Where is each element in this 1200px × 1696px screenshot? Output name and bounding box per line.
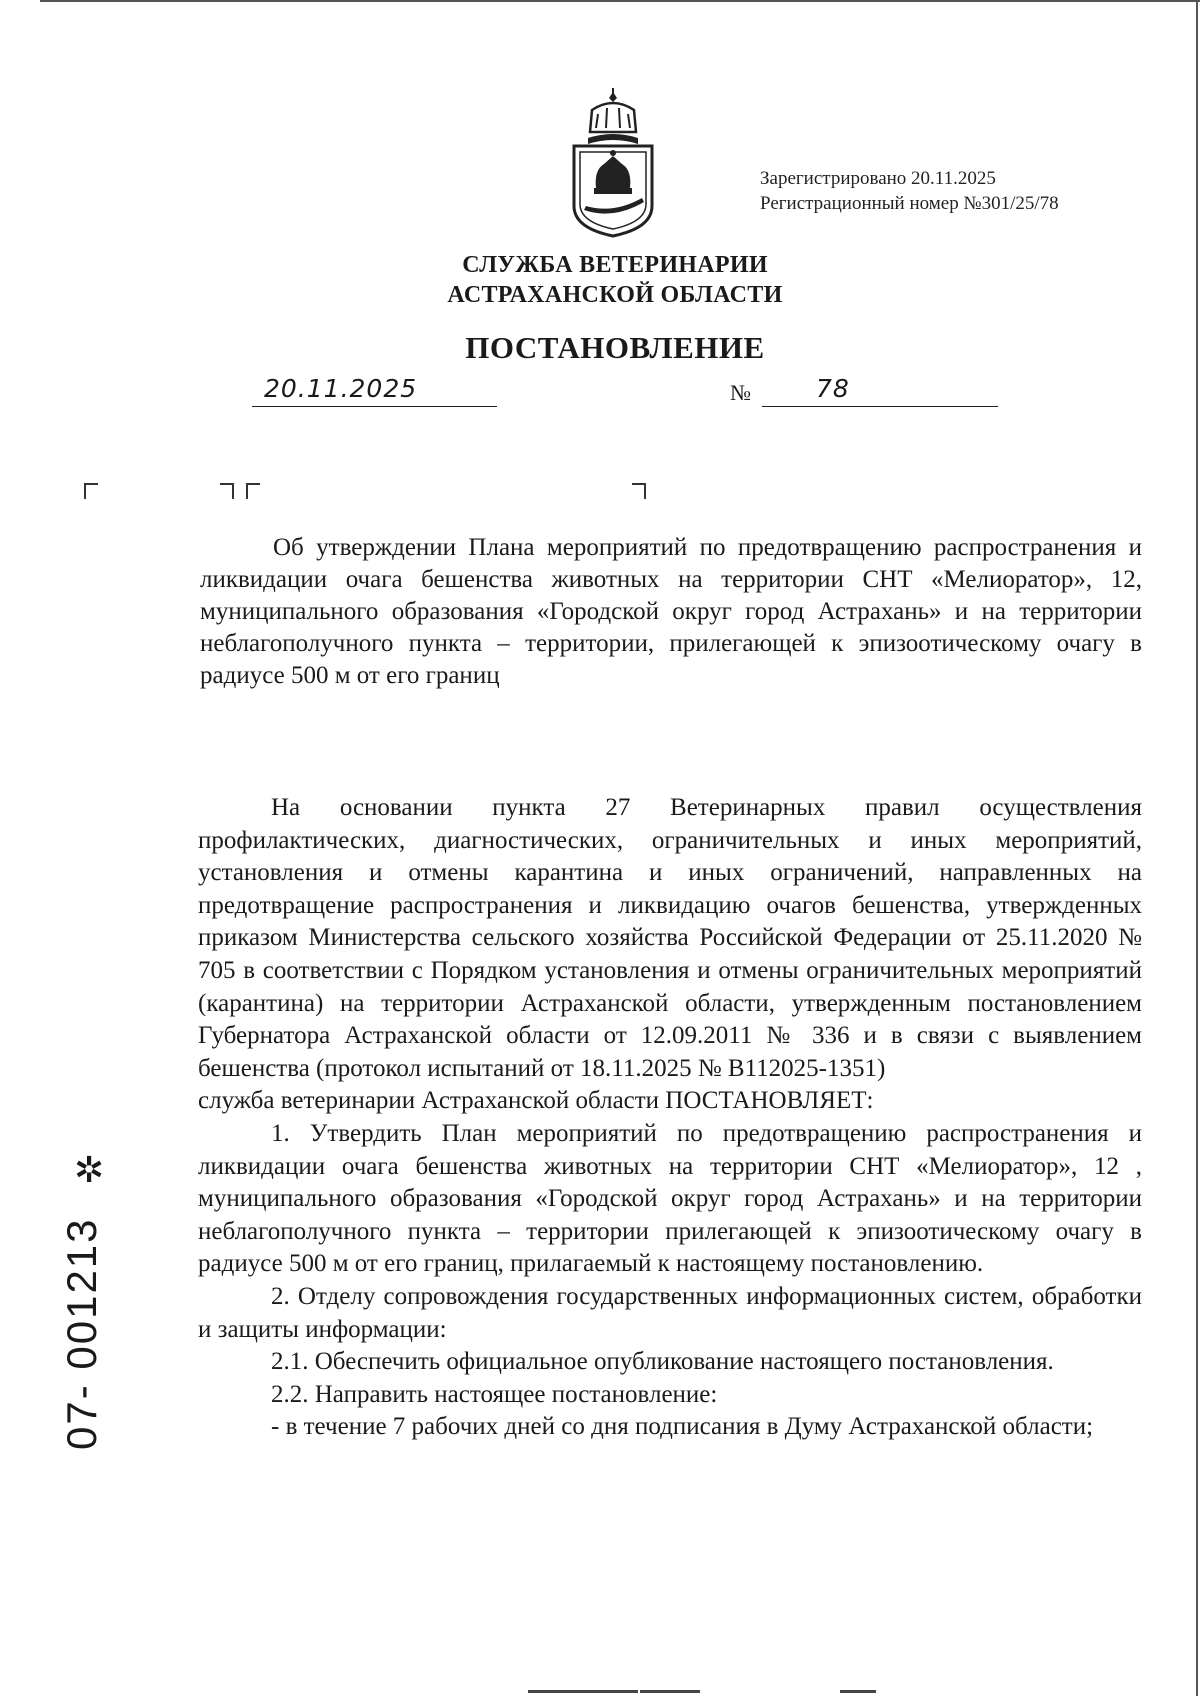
- preamble-paragraph: На основании пункта 27 Ветеринарных правил осуществления профилактических, диагностических, ограничительных и иных мероприятий, установления и отмены карантина и иных ограничений, направленных на предотвращение распространения и ликвидацию очагов бешенства, утвержденных приказом Министерства сельского хозяйства Российской Федерации от 25.11.2020 № 705 в соответствии с Порядком установления и отмены ограничительных мероприятий (карантина) на территории Астраханской области, утвержденным постановлением Губернатора Астраханской области от 12.09.2011 № 336 и в связи с выявлением бешенства (протокол испытаний от 18.11.2025 № В112025-1351): [198, 794, 1142, 1082]
- page-bottom-artifact: [840, 1690, 876, 1693]
- agency-name-line2: АСТРАХАНСКОЙ ОБЛАСТИ: [447, 282, 783, 308]
- page-bottom-artifact: [528, 1690, 638, 1693]
- document-body: [198, 792, 1142, 1444]
- registration-date: Зарегистрировано 20.11.2025: [760, 168, 996, 189]
- side-stamp-mark: ✲: [74, 1150, 105, 1191]
- item-2-1: 2.1. Обеспечить официальное опубликование настоящего постановления.: [271, 1348, 1054, 1376]
- handwritten-number: 78: [816, 374, 850, 403]
- registration-side-stamp-number: 07- 001213: [58, 1217, 105, 1450]
- handwritten-date: 20.11.2025: [264, 374, 418, 403]
- registration-number: Регистрационный номер №301/25/78: [760, 193, 1059, 214]
- coat-of-arms-emblem: [570, 88, 656, 238]
- date-field: [252, 376, 497, 407]
- page-top-edge: [40, 0, 1200, 2]
- item-1: 1. Утвердить План мероприятий по предотвращению распространения и ликвидации очага бешенства животных на территории СНТ «Мелиоратор», 12 , муниципального образования «Городской округ город Астрахань» и на территории неблагополучного пункта – территории прилегающей к эпизоотическому очагу в радиусе 500 м от его границ, прилагаемый к настоящему постановлению.: [198, 1119, 1142, 1278]
- item-2-2-a: - в течение 7 рабочих дней со дня подписания в Думу Астраханской области;: [271, 1413, 1094, 1441]
- document-type-title: ПОСТАНОВЛЕНИЕ: [465, 330, 765, 365]
- margin-corner-mark: [84, 483, 98, 499]
- subject-text: Об утверждении Плана мероприятий по предотвращению распространения и ликвидации очага бешенства животных на территории СНТ «Мелиоратор», 12, муниципального образования «Городской округ город Астрахань» и на территории неблагополучного пункта – территории, прилегающей к эпизоотическому очагу в радиусе 500 м от его границ: [200, 534, 1142, 689]
- agency-name: [0, 250, 1200, 310]
- margin-corner-mark: [220, 483, 234, 499]
- number-field: [762, 376, 998, 407]
- registration-stamp: [760, 166, 1059, 216]
- document-subject: [200, 532, 1142, 692]
- agency-name-line1: СЛУЖБА ВЕТЕРИНАРИИ: [462, 252, 768, 278]
- margin-corner-mark: [632, 483, 646, 499]
- page-bottom-artifact: [640, 1690, 700, 1693]
- item-2-2: 2.2. Направить настоящее постановление:: [271, 1380, 718, 1408]
- resolution-line: служба ветеринарии Астраханской области ПОСТАНОВЛЯЕТ:: [198, 1087, 874, 1115]
- margin-corner-mark: [246, 483, 260, 499]
- number-label: №: [730, 380, 751, 405]
- item-2: 2. Отделу сопровождения государственных информационных систем, обработки и защиты информации:: [198, 1282, 1142, 1343]
